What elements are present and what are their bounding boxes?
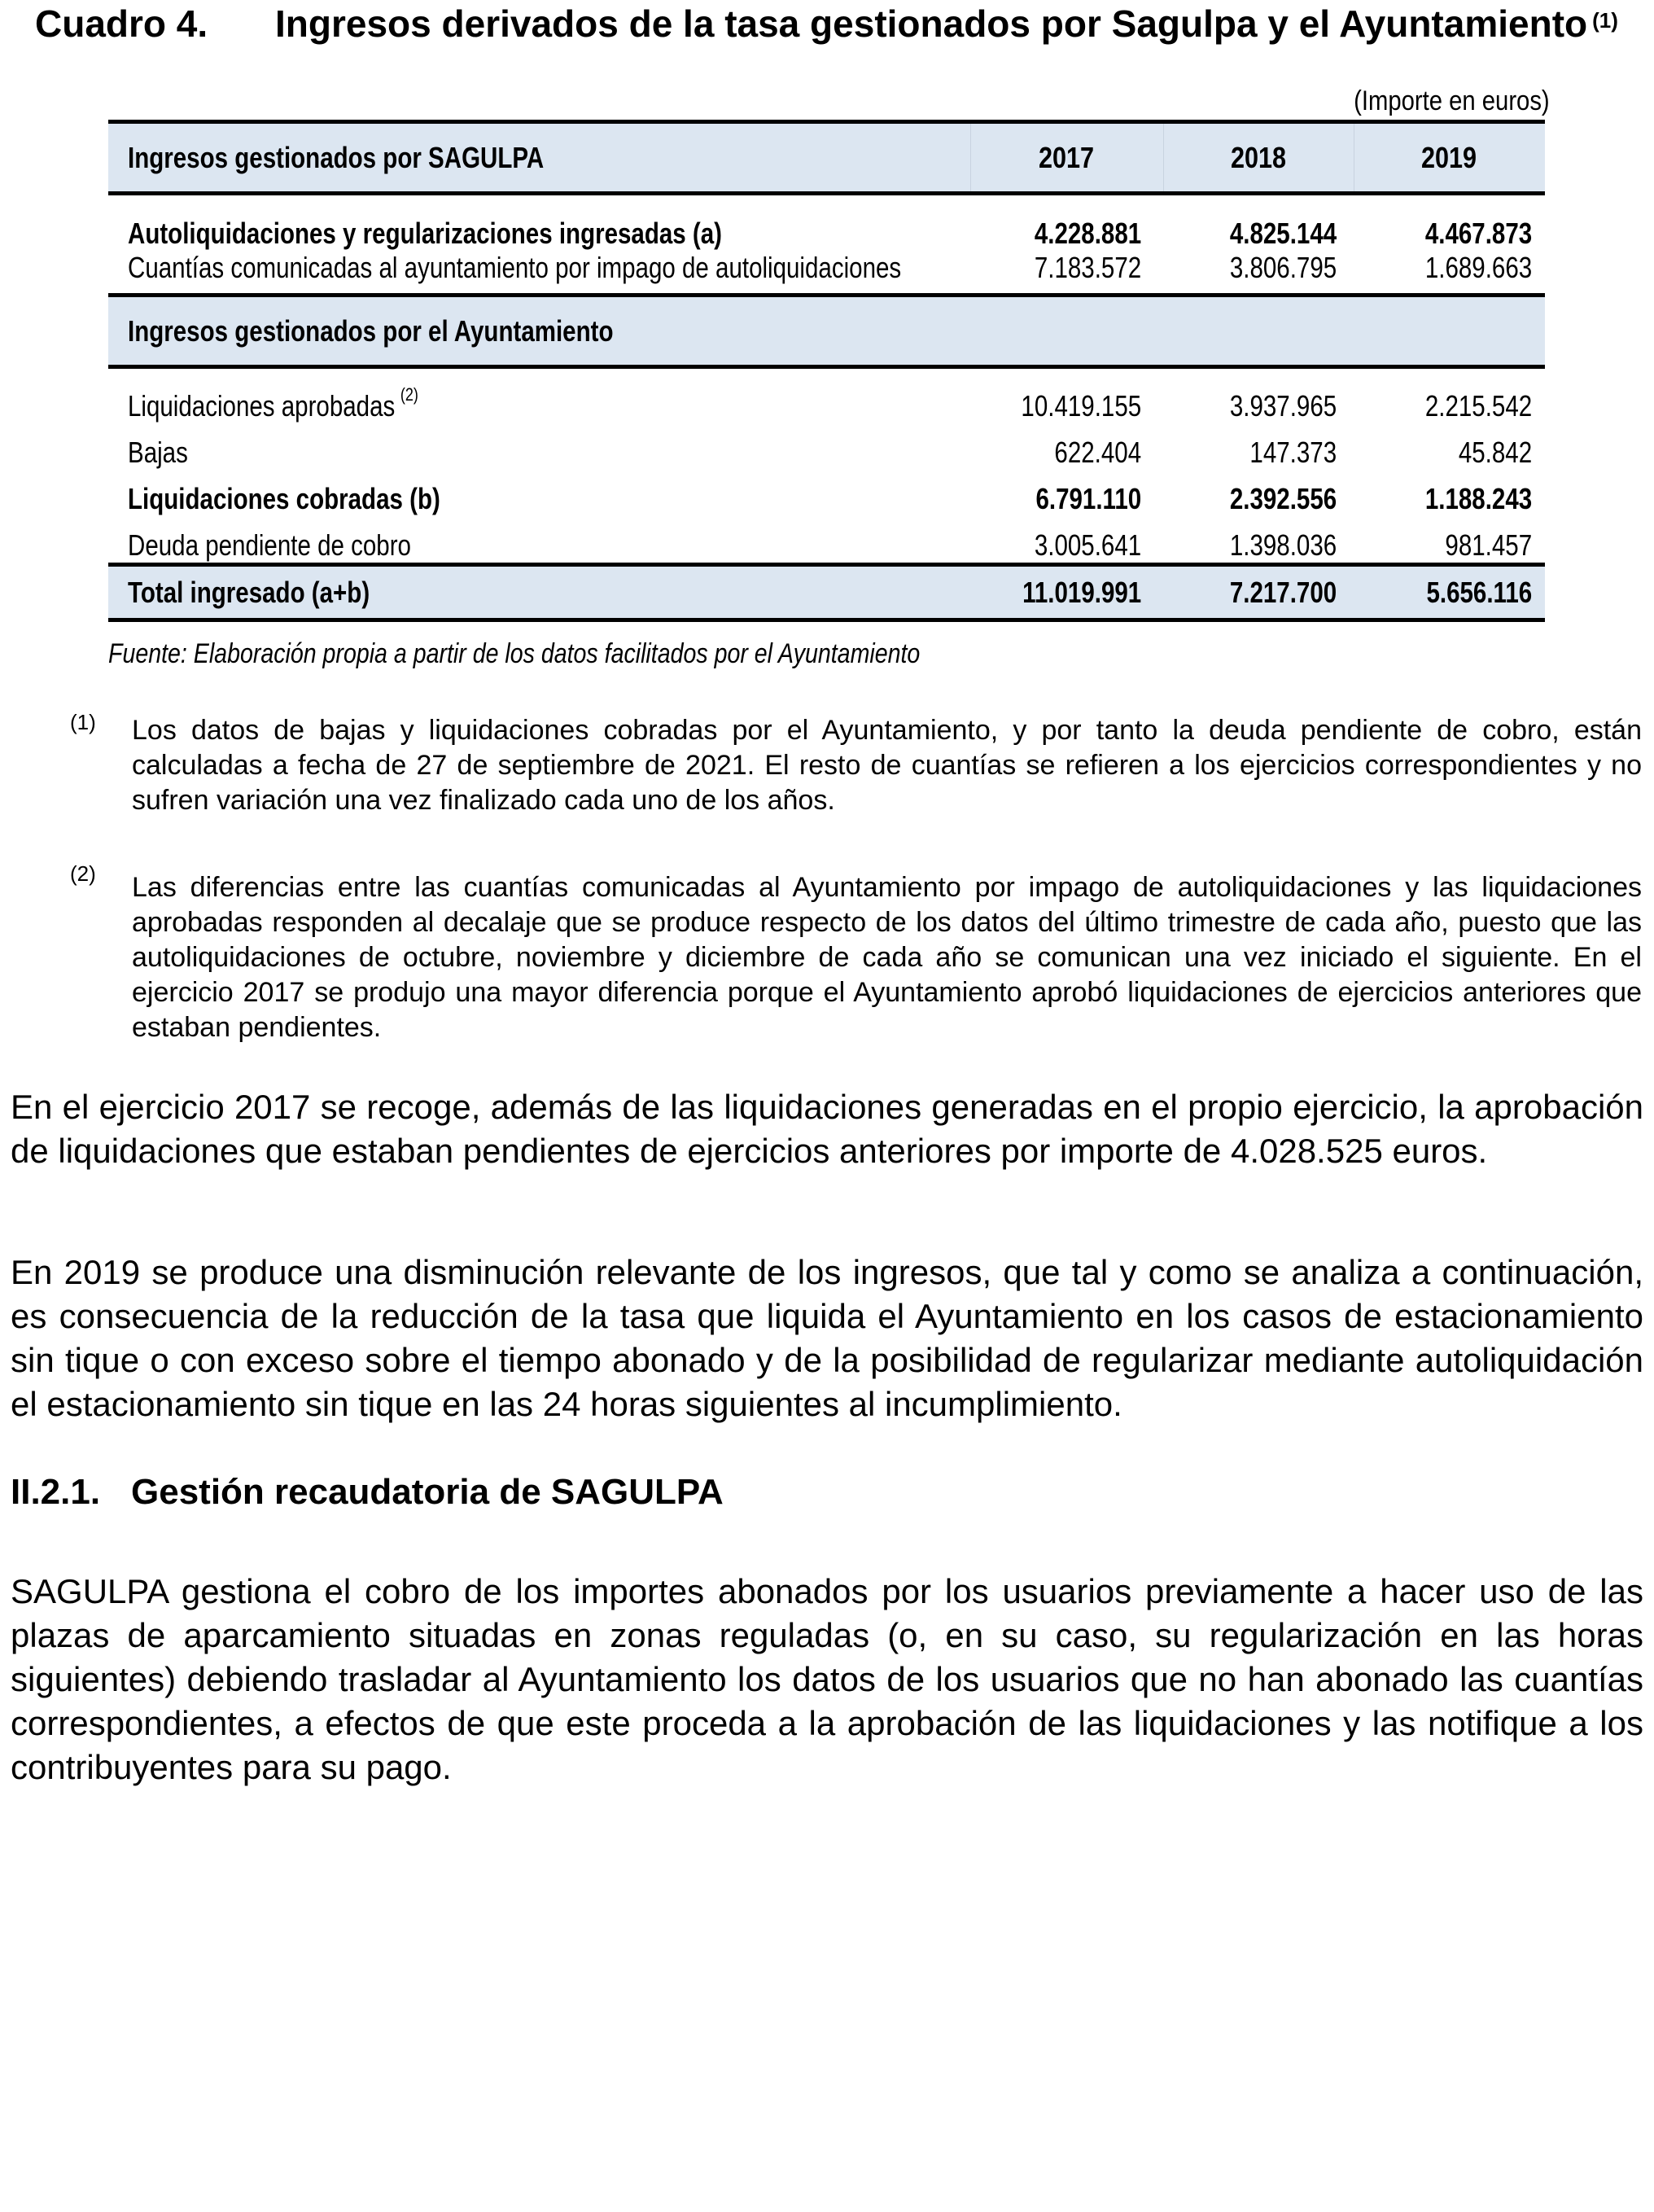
footnote-1: Los datos de bajas y liquidaciones cobradas por el Ayuntamiento, y por tanto la deuda pendiente de cobro, están calculadas a fecha de 27 de septiembre de 2021. El resto de cuantías se refieren a los ejercicios correspondientes y no sufren variación una vez finalizado cada uno de los años. — [132, 715, 1642, 816]
row-label: Bajas — [128, 436, 188, 469]
footnote-2: Las diferencias entre las cuantías comunicadas al Ayuntamiento por impago de autoliquidaciones y las liquidaciones aprobadas responden al decalaje que se produce respecto de los datos del último trimestre de cada año, puesto que las autoliquidaciones de octubre, noviembre y diciembre de cada año se comunican una vez iniciado el siguiente. En el ejercicio 2017 se produjo una mayor diferencia porque el Ayuntamiento aprobó liquidaciones de ejercicios anteriores que estaban pendientes. — [132, 872, 1642, 1043]
value-2017: 622.404 — [1054, 436, 1141, 469]
body-paragraph-1: En el ejercicio 2017 se recoge, además de las liquidaciones generadas en el propio ejercicio, la aprobación de liquidaciones que estaban pendientes de ejercicios anteriores por importe de 4.028.525 euros. — [11, 1088, 1643, 1170]
row-label: Liquidaciones aprobadas $^{(2)}$ — [128, 384, 418, 423]
value-2019: 1.188.243 — [1424, 482, 1532, 515]
table-header-band — [108, 120, 1545, 195]
value-2018: 2.392.556 — [1229, 482, 1337, 515]
value-2017: 7.183.572 — [1034, 251, 1141, 284]
value-2017: 10.419.155 — [1021, 389, 1141, 423]
table-row — [108, 244, 1545, 291]
value-2018: 1.398.036 — [1229, 528, 1337, 562]
table-caption-number: Cuadro 4. — [35, 2, 208, 45]
footnote-ref: (2) — [400, 384, 418, 405]
title-footnote-ref: (1) — [1592, 8, 1618, 33]
section-paragraph: SAGULPA gestiona el cobro de los importes abonados por los usuarios previamente a hacer uso de las plazas de aparcamiento situadas en zonas reguladas (o, en su caso, su regularización en las horas siguientes) debiendo trasladar al Ayuntamiento los datos de los usuarios que no han abonado las cuantías correspondientes, a efectos de que este proceda a la aprobación de las liquidaciones y las notifique a los contribuyentes para su pago. — [11, 1572, 1643, 1786]
section-title: Gestión recaudatoria de SAGULPA — [131, 1472, 724, 1512]
footnote-marker-2: (2) — [70, 861, 96, 886]
header-year-2019: 2019 — [1421, 140, 1477, 174]
body-paragraph-2: En 2019 se produce una disminución relevante de los ingresos, que tal y como se analiza a continuación, es consecuencia de la reducción de la tasa que liquida el Ayuntamiento en los casos de estacionamiento sin tique o con exceso sobre el tiempo abonado y de la posibilidad de regularizar mediante autoliquidación el estacionamiento sin tique en las 24 horas siguientes al incumplimiento. — [11, 1253, 1643, 1423]
total-label: Total ingresado (a+b) — [128, 575, 370, 609]
units-note: (Importe en euros) — [1354, 85, 1550, 116]
value-2018: 147.373 — [1249, 436, 1337, 469]
row-label: Autoliquidaciones y regularizaciones ingresadas (a) — [128, 217, 723, 250]
section-header-band — [108, 293, 1545, 369]
table-header-row — [108, 124, 1545, 191]
table-caption-text: Ingresos derivados de la tasa gestionados por Sagulpa y el Ayuntamiento — [275, 2, 1588, 45]
total-band — [108, 563, 1545, 622]
total-row — [108, 567, 1545, 618]
footnote-marker-1: (1) — [70, 710, 96, 734]
table-row — [108, 429, 1545, 476]
section-header-label: Ingresos gestionados por el Ayuntamiento — [128, 313, 614, 348]
header-year-2017: 2017 — [1039, 140, 1095, 174]
row-label: Cuantías comunicadas al ayuntamiento por impago de autoliquidaciones — [128, 251, 902, 284]
table-row — [108, 383, 1545, 430]
table-row — [108, 475, 1545, 523]
row-label: Liquidaciones cobradas (b) — [128, 482, 440, 515]
total-2019: 5.656.116 — [1426, 575, 1532, 609]
total-2018: 7.217.700 — [1229, 575, 1337, 609]
header-label: Ingresos gestionados por SAGULPA — [128, 140, 545, 174]
table-caption-title — [275, 3, 1618, 44]
table-source-note: Fuente: Elaboración propia a partir de los datos facilitados por el Ayuntamiento — [108, 638, 921, 669]
value-2018: 3.806.795 — [1229, 251, 1337, 284]
section-heading — [11, 1472, 724, 1513]
value-2019: 981.457 — [1445, 528, 1532, 562]
value-2017: 3.005.641 — [1034, 528, 1141, 562]
value-2017: 6.791.110 — [1035, 482, 1141, 515]
value-2019: 45.842 — [1458, 436, 1532, 469]
value-2019: 1.689.663 — [1424, 251, 1532, 284]
value-2018: 4.825.144 — [1229, 217, 1337, 250]
section-number: II.2.1. — [11, 1472, 101, 1512]
row-label: Deuda pendiente de cobro — [128, 528, 411, 562]
section-header-row — [108, 297, 1545, 365]
value-2019: 2.215.542 — [1424, 389, 1532, 423]
total-2017: 11.019.991 — [1022, 575, 1141, 609]
value-2017: 4.228.881 — [1034, 217, 1141, 250]
header-year-2018: 2018 — [1230, 140, 1287, 174]
value-2018: 3.937.965 — [1229, 389, 1337, 423]
value-2019: 4.467.873 — [1424, 217, 1532, 250]
